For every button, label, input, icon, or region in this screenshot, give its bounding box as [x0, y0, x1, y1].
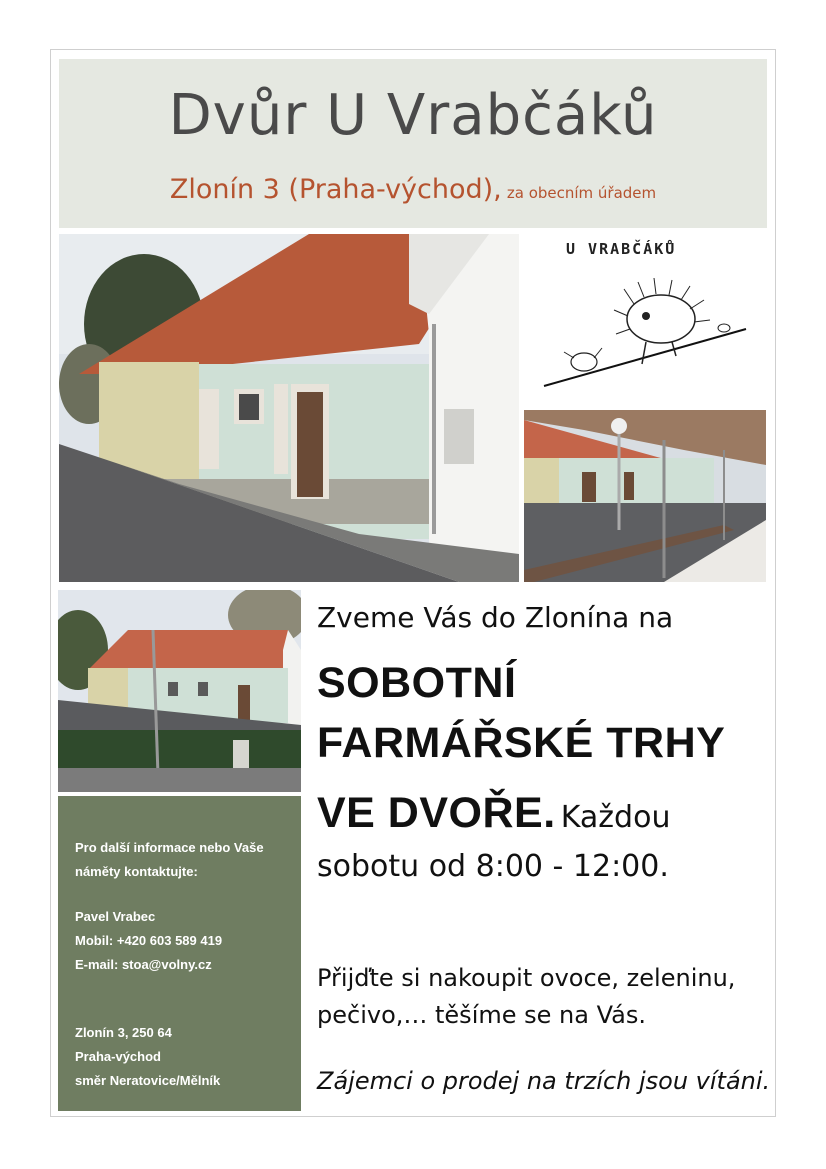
poster-title: Dvůr U Vrabčáků: [168, 83, 658, 148]
contact-details: [75, 905, 295, 977]
photo-street-view: [58, 590, 301, 792]
schedule-text: sobotu od 8:00 - 12:00.: [317, 849, 669, 884]
subtitle-location-note: za obecním úřadem: [506, 184, 657, 202]
contact-intro-line2: náměty kontaktujte:: [75, 864, 198, 879]
headline-line3: [317, 789, 670, 838]
invite-paragraph-line2: pečivo,… těšíme se na Vás.: [317, 1001, 646, 1029]
photo-house-main: [59, 234, 519, 582]
contact-address: [75, 1021, 295, 1093]
contact-intro-line1: Pro další informace nebo Vaše: [75, 840, 264, 855]
invite-text: Zveme Vás do Zlonína na: [317, 601, 674, 634]
contact-box: [58, 796, 301, 1111]
contact-intro: [75, 836, 295, 884]
address-line3: směr Neratovice/Mělník: [75, 1073, 221, 1088]
poster-subtitle: [59, 174, 767, 205]
subtitle-address: Zlonín 3 (Praha-východ),: [169, 174, 502, 205]
headline-line3-after: Každou: [560, 800, 671, 835]
address-line1: Zlonín 3, 250 64: [75, 1025, 172, 1040]
headline-line3-bold: VE DVOŘE.: [317, 789, 556, 837]
headline-line1: SOBOTNÍ: [317, 659, 517, 707]
logo-text: U VRABČÁKŮ: [566, 240, 677, 258]
address-line2: Praha-východ: [75, 1049, 161, 1064]
contact-name: Pavel Vrabec: [75, 909, 156, 924]
headline-line2: FARMÁŘSKÉ TRHY: [317, 719, 726, 767]
invite-paragraph-line1: Přijďte si nakoupit ovoce, zeleninu,: [317, 964, 736, 992]
poster-header: [59, 59, 767, 228]
contact-email: E-mail: stoa@volny.cz: [75, 957, 212, 972]
invite-paragraph: [317, 960, 757, 1034]
photo-courtyard: [524, 410, 766, 582]
contact-mobile: Mobil: +420 603 589 419: [75, 933, 223, 948]
logo-u-vrabcaku: [524, 234, 766, 404]
sellers-welcome-text: Zájemci o prodej na trzích jsou vítáni.: [317, 1067, 771, 1095]
bird-drawing-icon: [524, 234, 766, 404]
